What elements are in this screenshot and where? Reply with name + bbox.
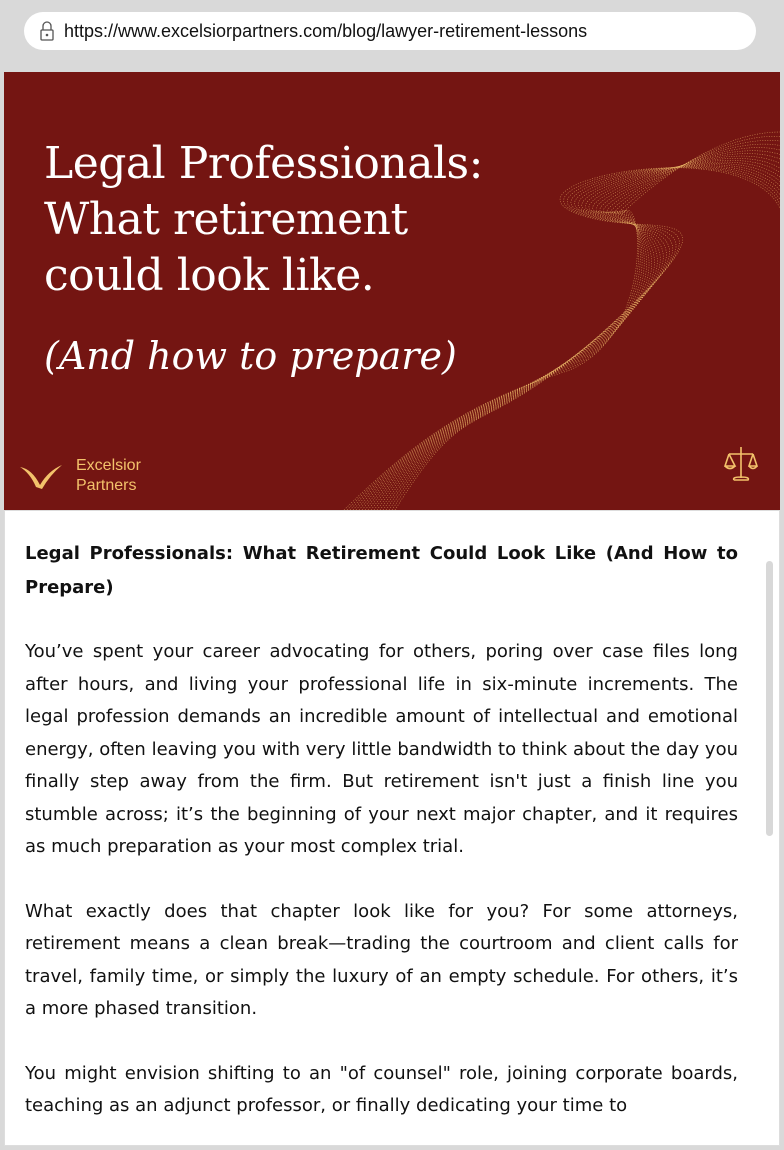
- article-heading: Legal Professionals: What Retirement Could Look Like (And How to Prepare): [25, 543, 738, 598]
- article-paragraph: You’ve spent your career advocating for others, poring over case files long after hours, and living your professional life in six-minute increments. The legal profession demands an incredible amount of intellectual and emotional energy, often leaving you with very little bandwidth to think about the day you finally step away from the firm. But retirement isn't just a finish line you stumble across; it’s the beginning of your next major chapter, and it requires as much preparation as your most complex trial.: [25, 641, 738, 857]
- banner-subtitle: (And how to prepare): [44, 334, 457, 378]
- article-paragraph: What exactly does that chapter look like for you? For some attorneys, retirement means a clean break—trading the courtroom and client calls for travel, family time, or simply the luxury of an empty schedule. For others, it’s a more phased transition.: [25, 900, 738, 1019]
- lock-icon: [40, 21, 54, 41]
- hero-banner: [4, 72, 780, 510]
- title-line: Legal Professionals:: [44, 138, 483, 189]
- title-line: could look like.: [44, 250, 375, 301]
- banner-title: [44, 136, 483, 304]
- article-container: [4, 510, 780, 1146]
- title-line: What retirement: [44, 194, 408, 245]
- scrollbar-thumb[interactable]: [766, 561, 773, 836]
- bird-logo-icon: [20, 461, 62, 491]
- url-text: https://www.excelsiorpartners.com/blog/lawyer-retirement-lessons: [64, 20, 588, 41]
- brand-logo: [20, 456, 141, 496]
- logo-text: Partners: [76, 477, 137, 494]
- scales-of-justice-icon: [724, 444, 758, 484]
- article-paragraph: You might envision shifting to an "of counsel" role, joining corporate boards, teaching as an adjunct professor, or finally dedicating your time to: [25, 1062, 738, 1116]
- address-bar[interactable]: [24, 12, 756, 50]
- logo-text: Excelsior: [76, 457, 141, 474]
